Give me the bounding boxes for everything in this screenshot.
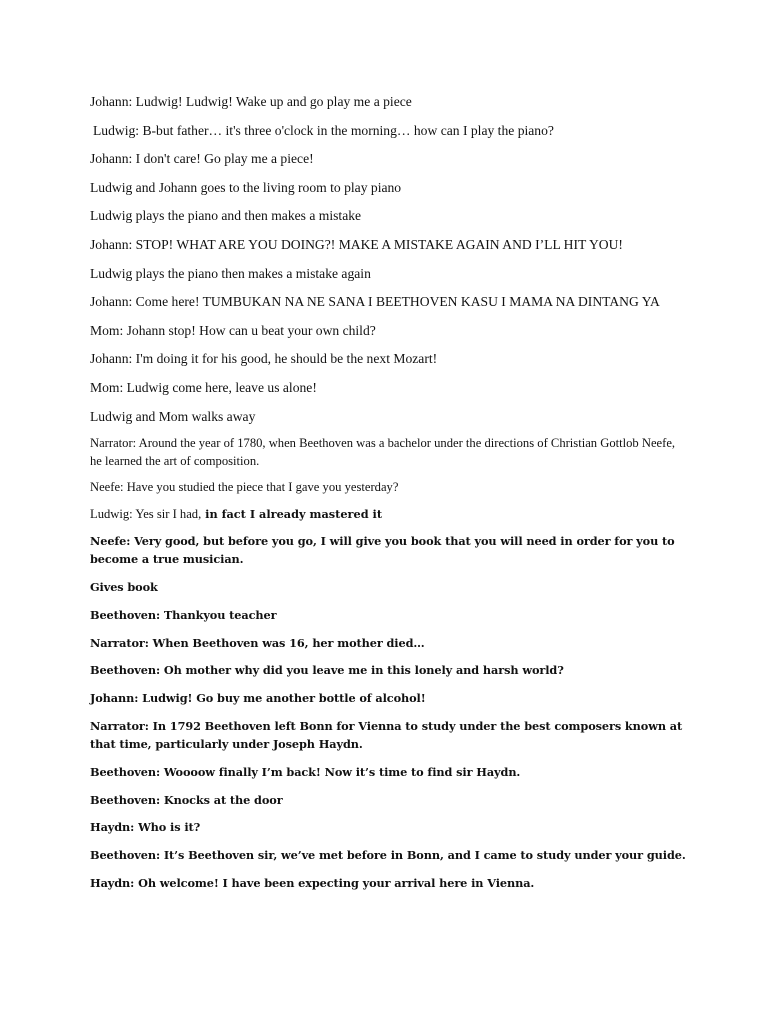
script-line: Mom: Ludwig come here, leave us alone! bbox=[90, 379, 317, 395]
script-line: Neefe: Very good, but before you go, I will give you book that you will need in order for you to become a true musician. bbox=[90, 534, 675, 567]
script-line: Mom: Johann stop! How can u beat your own child? bbox=[90, 322, 376, 338]
script-line: Johann: I don't care! Go play me a piece! bbox=[90, 151, 314, 167]
script-line: Johann: Ludwig! Go buy me another bottle of alcohol! bbox=[90, 691, 426, 706]
script-line: Beethoven: Oh mother why did you leave me in this lonely and harsh world? bbox=[90, 663, 564, 678]
script-line: Ludwig and Johann goes to the living room to play piano bbox=[90, 179, 402, 195]
script-line: Beethoven: Knocks at the door bbox=[90, 792, 283, 807]
script-line: Beethoven: Thankyou teacher bbox=[90, 607, 277, 622]
script-line: Beethoven: It’s Beethoven sir, we’ve met before in Bonn, and I came to study under your guide. bbox=[90, 848, 686, 863]
script-line: Ludwig plays the piano and then makes a mistake bbox=[90, 208, 362, 224]
script-line: Johann: Come here! TUMBUKAN NA NE SANA I BEETHOVEN KASU I MAMA NA DINTANG YA bbox=[90, 294, 660, 310]
script-line: Ludwig: B-but father… it's three o'clock in the morning… how can I play the piano? bbox=[93, 122, 554, 138]
script-line: Johann: I'm doing it for his good, he should be the next Mozart! bbox=[90, 351, 438, 367]
script-line: Neefe: Have you studied the piece that I gave you yesterday? bbox=[90, 480, 399, 495]
script-line: Ludwig plays the piano then makes a mistake again bbox=[90, 265, 371, 281]
stage-direction: Gives book bbox=[90, 579, 158, 594]
narration-line: Narrator: In 1792 Beethoven left Bonn for Vienna to study under the best composers known at that time, particularly under Joseph Haydn. bbox=[90, 718, 683, 751]
narration-line: Narrator: Around the year of 1780, when Beethoven was a bachelor under the directions of Christian Gottlob Neefe, he learned the art of composition. bbox=[90, 436, 676, 468]
narration-line: Narrator: When Beethoven was 16, her mother died… bbox=[90, 635, 425, 650]
script-line: Haydn: Oh welcome! I have been expecting your arrival here in Vienna. bbox=[90, 875, 535, 890]
script-line-regular: Ludwig: Yes sir I had, bbox=[90, 506, 202, 521]
script-line: Johann: STOP! WHAT ARE YOU DOING?! MAKE A MISTAKE AGAIN AND I’LL HIT YOU! bbox=[90, 236, 623, 252]
script-line: Beethoven: Woooow finally I’m back! Now it’s time to find sir Haydn. bbox=[90, 764, 521, 779]
script-line bbox=[90, 506, 690, 524]
script-line: Ludwig and Mom walks away bbox=[90, 408, 256, 424]
script-line-bold: in fact I already mastered it bbox=[201, 506, 383, 521]
document-page bbox=[90, 92, 690, 902]
script-line: Haydn: Who is it? bbox=[90, 820, 201, 835]
script-line: Johann: Ludwig! Ludwig! Wake up and go play me a piece bbox=[90, 94, 412, 109]
